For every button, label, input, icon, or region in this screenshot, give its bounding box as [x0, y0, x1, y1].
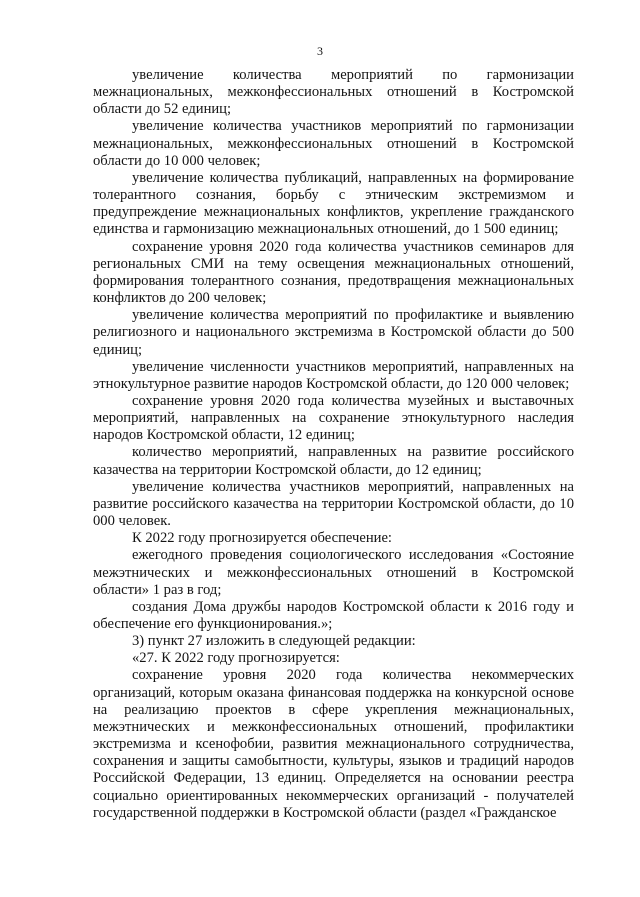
paragraph-10: К 2022 году прогнозируется обеспечение: — [132, 530, 392, 547]
paragraph-2: увеличение количества участников мероприятий по гармонизации межнациональных, межконфессиональных отношений в Костромской области до 10 000 человек; — [93, 118, 574, 169]
page-number: 3 — [317, 44, 323, 58]
paragraph-15: сохранение уровня 2020 года количества некоммерческих организаций, которым оказана финансовая поддержка на конкурсной основе на реализацию проектов в сфере укрепления межнациональных, межэтнических и межконфессиональных отношений, профилактики экстремизма и ксенофобии, развития межнационального сотрудничества, сохранения и защиты самобытности, культуры, языков и традиций народов Российской Федерации, 13 единиц. Определяется на основании реестра социально ориентированных некоммерческих организаций - получателей государственной поддержки в Костромской области (раздел «Гражданское — [93, 667, 574, 821]
paragraph-1: увеличение количества мероприятий по гармонизации межнациональных, межконфессиональных отношений в Костромской области до 52 единиц; — [93, 67, 574, 118]
paragraph-11: ежегодного проведения социологического исследования «Состояние межэтнических и межконфессиональных отношений в Костромской области» 1 раз в год; — [93, 547, 574, 598]
paragraph-5: увеличение количества мероприятий по профилактике и выявлению религиозного и национального экстремизма в Костромской области до 500 единиц; — [93, 307, 574, 358]
paragraph-13: 3) пункт 27 изложить в следующей редакции: — [132, 633, 416, 650]
document-body — [93, 67, 574, 822]
paragraph-7: сохранение уровня 2020 года количества музейных и выставочных мероприятий, направленных на сохранение этнокультурного наследия народов Костромской области, 12 единиц; — [93, 392, 574, 444]
paragraph-14: «27. К 2022 году прогнозируется: — [132, 650, 340, 667]
paragraph-8: количество мероприятий, направленных на развитие российского казачества на территории Костромской области, до 12 единиц; — [93, 444, 574, 478]
paragraph-3: увеличение количества публикаций, направленных на формирование толерантного сознания, борьбу с этническим экстремизмом и предупреждение межнациональных конфликтов, укрепление гражданского единства и гармонизацию межнациональных отношений, до 1 500 единиц; — [93, 169, 574, 238]
paragraph-6: увеличение численности участников мероприятий, направленных на этнокультурное развитие народов Костромской области, до 120 000 человек; — [93, 358, 574, 392]
paragraph-12: создания Дома дружбы народов Костромской области к 2016 году и обеспечение его функционирования.»; — [93, 598, 574, 632]
paragraph-4: сохранение уровня 2020 года количества участников семинаров для региональных СМИ на тему освещения межнациональных отношений, формирования толерантного сознания, предотвращения межнациональных конфликтов до 200 человек; — [93, 238, 574, 307]
paragraph-9: увеличение количества участников мероприятий, направленных на развитие российского казачества на территории Костромской области, до 10 000 человек. — [93, 478, 574, 530]
